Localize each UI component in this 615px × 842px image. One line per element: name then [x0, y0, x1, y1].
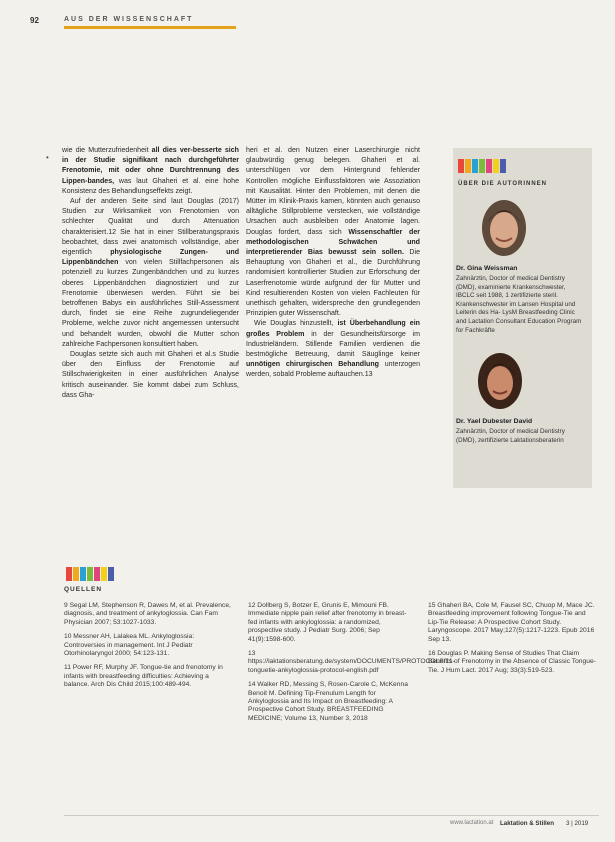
reference-item: 12 Dollberg S, Botzer E, Grunis E, Mimouni FB. Immediate nipple pain relief after frenotomy in breast-fed infants with ankyloglossia: a randomized, prospective study. J Pediatr Surg. 2006; Sep 41(9):1598-600. — [248, 602, 407, 643]
body-text: wie die Mutterzufriedenheit — [62, 147, 152, 154]
body-paragraph — [62, 197, 239, 350]
stripe-segment — [500, 159, 506, 173]
sidebar-title: ÜBER DIE AUTORINNEN — [458, 181, 548, 187]
author-bio-1: Zahnärztin, Doctor of medical Dentistry (DMD), examinierte Krankenschwester, IBCLC seit 1988, 1 zertifizierte steril. Krankenschwester im Lansen Hospital und Leiterin des Ha- LysM Breastfeeding Clinic and Lactation Consultant Education Program for Fachkräfte — [456, 275, 582, 334]
stripe-segment — [87, 567, 93, 581]
reference-item: 9 Segal LM, Stephenson R, Dawes M, et al. Prevalence, diagnosis, and treatment of ankyloglossia. Can Fam Physician 2007; 53:1027-1033. — [64, 602, 231, 626]
references-column-1 — [64, 602, 234, 696]
stripe-segment — [479, 159, 485, 173]
stripe-segment — [493, 159, 499, 173]
body-text: heri et al. den Nutzen einer Laserchirurgie nicht glaubwürdig genug belegen. Ghaheri et al. unterschlügen vor dem Hintergrund fehlender Kontrollen mögliche Einflussfaktoren wie Assoziation mit Kausalität. Hinter den Problemen, mit denen die Mütter im Klinik-Praxis kamen, könnten auch genauso alltägliche Stillprobleme verstecken, wie vollständige Ursachen auch ausbleiben oder Anatomie lagen. Douglas fordert, dass sich — [246, 147, 420, 236]
stripe-segment — [66, 567, 72, 581]
body-text: unterzogen werden, sobald Probleme auftauchen.13 — [246, 361, 420, 379]
sidebar-color-stripe — [458, 159, 507, 173]
references-color-stripe — [66, 567, 115, 581]
reference-item: 13 https://laktationsberatung.de/system/DOCUMENTS/PROTOCOLS/11-tonguetie-ankyloglossia-protocol-english.pdf — [248, 650, 455, 674]
reference-item: 16 Douglas P. Making Sense of Studies That Claim Benefits of Frenotomy in the Absence of Classic Tongue-Tie. J Hum Lact. 2017 Aug; 33(3):519-523. — [428, 650, 596, 674]
author-bio-2: Zahnärztin, Doctor of medical Dentistry (DMD), zertifizierte Laktationsberaterin — [456, 428, 565, 444]
body-column-2 — [246, 146, 420, 496]
references-title: QUELLEN — [64, 586, 103, 593]
body-paragraph — [246, 146, 420, 319]
reference-item: 15 Ghaheri BA, Cole M, Fausel SC, Chuop M, Mace JC. Breastfeeding improvement following Tongue-Tie and Lip-Tie Release: A Prospective Cohort Study. Laryngoscope. 2017 May;127(5):1217-1223. Epub 2016 Sep 13. — [428, 602, 595, 643]
references-column-2 — [248, 602, 455, 729]
header-color-bar — [64, 26, 236, 29]
footer-divider — [64, 815, 599, 816]
body-column-1 — [62, 146, 239, 496]
stripe-segment — [458, 159, 464, 173]
emphasis-text: Wissenschaftler der methodologischen Schwächen und interpretierender Bias bewusst sein sollen. — [246, 228, 420, 257]
stripe-segment — [472, 159, 478, 173]
stripe-segment — [465, 159, 471, 173]
page-number: 92 — [30, 16, 39, 25]
footer-website: www.lactation.at — [450, 820, 494, 826]
reference-item: 14 Walker RD, Messing S, Rosen-Carole C, McKenna Benoit M. Defining Tip-Frenulum Length for Ankyloglossia and Its Impact on Breastfeeding: A Prospective Cohort Study. BREASTFEEDING MEDICINE; Volume 13, Number 3, 2018 — [248, 681, 408, 722]
stripe-segment — [80, 567, 86, 581]
body-text: in der Gesundheitsfürsorge im Industrieländern. Stillende Familien verdienen die bestmögliche Betreuung, damit Säuglinge keiner — [246, 330, 420, 359]
emphasis-text: physiologische Zungen- und Lippenbändchen — [62, 249, 239, 267]
body-paragraph — [62, 350, 239, 401]
author-photo-1 — [482, 200, 526, 256]
section-label: AUS DER WISSENSCHAFT — [64, 16, 194, 23]
body-text: was laut Ghaheri et al. eine hohe Konsistenz des Behandlungseffekts zeigt. — [62, 177, 239, 195]
author-name-2: Dr. Yael Dubester David — [456, 418, 533, 425]
stripe-segment — [101, 567, 107, 581]
body-text: Douglas setzte sich auch mit Ghaheri et al.s Studie über den Einfluss der Frenotomie auf Stillschwierigkeiten in einer ausführlichen Analyse kritisch auseinander. Sie kommt dabei zum Schluss, dass Gha- — [62, 351, 239, 399]
body-text: Wie Douglas hinzustellt, — [254, 320, 338, 328]
body-text: Auf der anderen Seite sind laut Douglas (2017) Studien zur Wirksamkeit von Frenotomien von schlechter Qualität und durch Attenuation charakterisiert.12 Sie hat in einer Stillberatungspraxis beobachtet, dass zwei anatomisch vollständige, aber eigentlich — [62, 198, 239, 257]
emphasis-text: unnötigen chirurgischen Behandlung — [246, 361, 379, 369]
reference-item: 11 Power RF, Murphy JF. Tongue-tie and frenotomy in infants with breastfeeding difficulties: Achieving a balance. Arch Dis Child 2015;100:489-494. — [64, 664, 223, 689]
footer-magazine: Laktation & Stillen — [500, 820, 554, 827]
stripe-segment — [486, 159, 492, 173]
emphasis-text: ist Überbehandlung ein großes Problem — [246, 320, 420, 338]
stripe-segment — [108, 567, 114, 581]
reference-item: 10 Messner AH, Lalakea ML. Ankyloglossia: Controversies in management. Int J Pediatr Otorhinolaryngol 2000; 54:123-131. — [64, 633, 195, 658]
emphasis-text: all dies ver-besserte sich in der Studie signifikant nach durchgeführter Frenotomie, mit oder ohne Durchtrennung des Lippen-bandes, — [62, 147, 239, 185]
body-paragraph — [246, 319, 420, 380]
body-text: Die Behauptung von Ghaheri et al., die Durchführung randomisiert kontrollierter Studien zur Erforschung der Laserfrenotomie würde aufgrund der für Mutter und Kind resultierenden Kosten von vielen Fachleuten für unethisch gehalten, widerspreche den grundlegenden Prinzipien guter Wissenschaft. — [246, 249, 420, 318]
bullet-dot-icon: • — [46, 153, 49, 162]
footer-issue: 3 | 2019 — [566, 820, 589, 827]
stripe-segment — [94, 567, 100, 581]
author-photo-2 — [478, 353, 522, 409]
body-paragraph — [62, 146, 239, 197]
stripe-segment — [73, 567, 79, 581]
author-name-1: Dr. Gina Weissman — [456, 265, 518, 272]
references-column-3 — [428, 602, 596, 681]
body-text: von vielen Stillfachpersonen als potenziell zu kurzes Zungenbändchen und zu kurzes oberes Lippenbändchen diagnostiziert und zur Frenotomie überwiesen werden. Führt sie bei betroffenen Babys ein ausführliches Still-Assessment durch, findet sie eine Reihe zugrundeliegender Probleme, welche zuvor nicht angemessen untersucht und behandelt wurden, obwohl die Mutter schon zahlreiche Fachpersonen konsultiert haben. — [62, 259, 239, 348]
